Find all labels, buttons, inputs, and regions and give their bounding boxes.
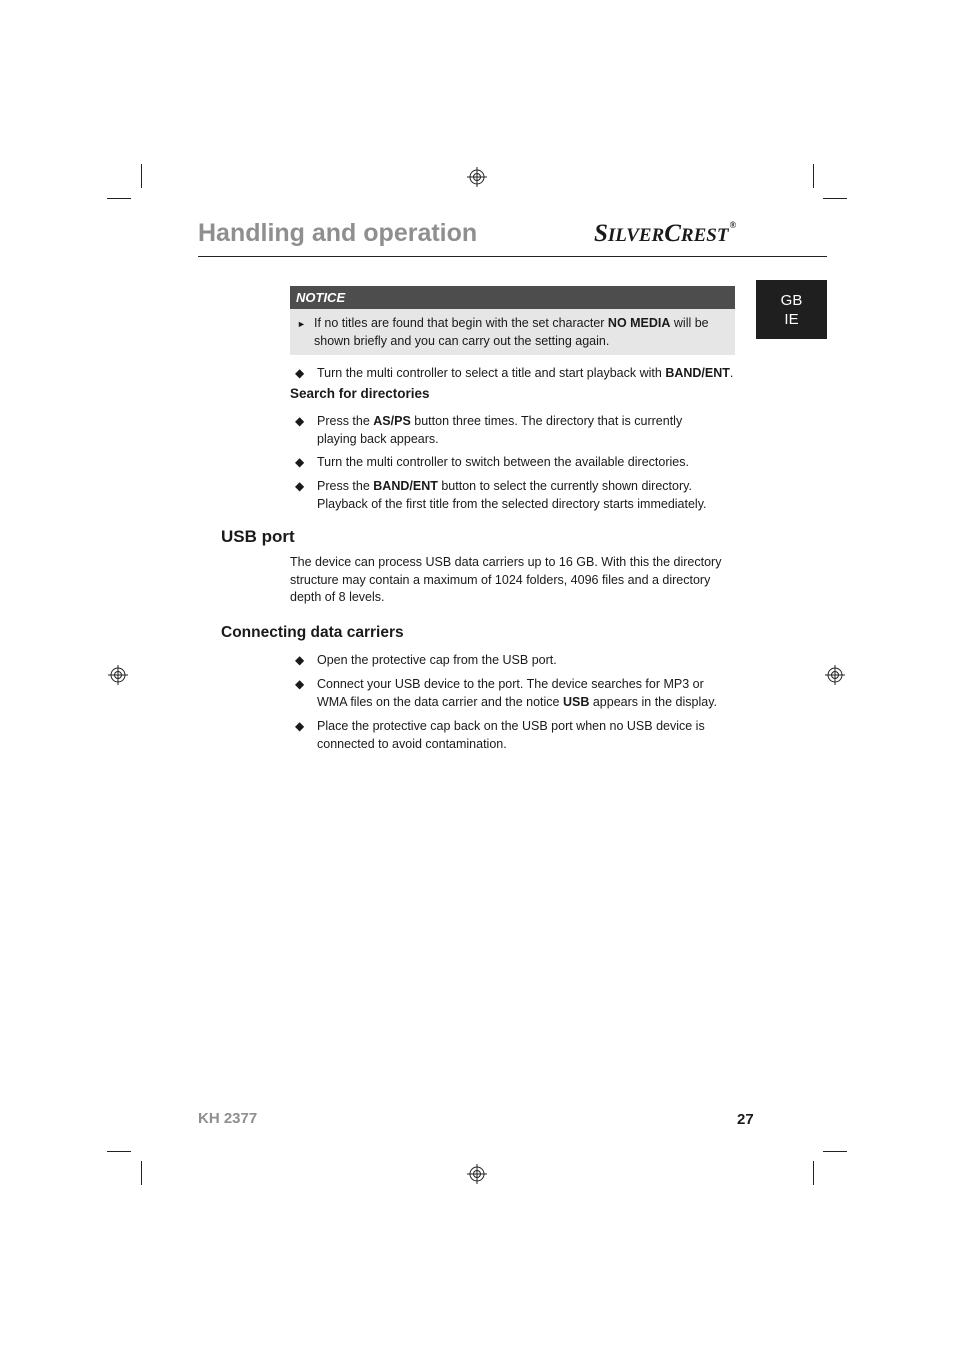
list-item: ◆ Connect your USB device to the port. The device searches for MP3 or WMA files on the data carrier and the notice USB appears in the display. bbox=[295, 677, 717, 709]
diamond-bullet-icon: ◆ bbox=[295, 719, 305, 733]
arrow-right-icon: ► bbox=[297, 319, 306, 329]
crop-mark bbox=[141, 164, 142, 188]
list-item: ◆ Turn the multi controller to select a title and start playback with BAND/ENT. bbox=[295, 365, 735, 383]
diamond-bullet-icon: ◆ bbox=[295, 479, 305, 493]
language-code: IE bbox=[784, 311, 799, 328]
crop-mark bbox=[141, 1161, 142, 1185]
page-number: 27 bbox=[737, 1111, 754, 1128]
registration-mark-icon bbox=[467, 1164, 487, 1184]
crop-mark bbox=[823, 198, 847, 199]
section-heading: USB port bbox=[221, 527, 295, 546]
brand-logo: SILVERCREST® bbox=[594, 220, 737, 247]
list-item: ◆ Press the BAND/ENT button to select the currently shown directory. Playback of the first title from the selected directory starts immediately. bbox=[295, 479, 707, 511]
crop-mark bbox=[107, 1151, 131, 1152]
crop-mark bbox=[107, 198, 131, 199]
diamond-bullet-icon: ◆ bbox=[295, 455, 305, 469]
notice-box bbox=[290, 286, 735, 355]
diamond-bullet-icon: ◆ bbox=[295, 366, 305, 380]
diamond-bullet-icon: ◆ bbox=[295, 677, 305, 691]
list-item: ◆ Open the protective cap from the USB port. bbox=[295, 652, 725, 670]
language-code: GB bbox=[780, 292, 803, 309]
registration-mark-icon bbox=[825, 665, 845, 685]
crop-mark bbox=[813, 1161, 814, 1185]
section-subheading: Search for directories bbox=[290, 386, 430, 401]
language-tab bbox=[756, 280, 827, 339]
list-item: ◆ Place the protective cap back on the USB port when no USB device is connected to avoid contamination. bbox=[295, 719, 705, 751]
model-number: KH 2377 bbox=[198, 1110, 258, 1127]
notice-body: ► If no titles are found that begin with the set character NO MEDIA will be shown briefly and you can carry out the setting again. bbox=[297, 316, 709, 348]
diamond-bullet-icon: ◆ bbox=[295, 414, 305, 428]
crop-mark bbox=[813, 164, 814, 188]
list-item: ◆ Press the AS/PS button three times. The directory that is currently playing back appears. bbox=[295, 414, 683, 446]
header-rule bbox=[198, 256, 827, 257]
registration-mark-icon bbox=[108, 665, 128, 685]
crop-mark bbox=[823, 1151, 847, 1152]
registration-mark-icon bbox=[467, 167, 487, 187]
page-title: Handling and operation bbox=[198, 219, 478, 247]
section-heading: Connecting data carriers bbox=[221, 624, 404, 641]
notice-heading: NOTICE bbox=[290, 286, 735, 309]
list-item: ◆ Turn the multi controller to switch between the available directories. bbox=[295, 454, 725, 472]
paragraph: The device can process USB data carriers up to 16 GB. With this the directory structure may contain a maximum of 1024 folders, 4096 files and a directory depth of 8 levels. bbox=[290, 555, 722, 604]
diamond-bullet-icon: ◆ bbox=[295, 653, 305, 667]
